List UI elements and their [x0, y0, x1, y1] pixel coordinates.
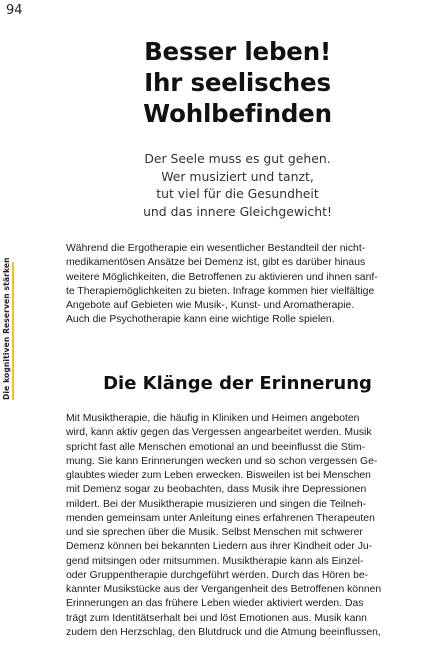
body-paragraph-1	[66, 242, 428, 328]
text-line: Während die Ergotherapie ein wesentlicher Bestandteil der nicht-	[66, 243, 366, 254]
text-line: Demenz können bei bekannten Liedern aus ihrer Kindheit oder Ju-	[66, 541, 373, 553]
intro-line: tut viel für die Gesundheit	[156, 186, 319, 201]
page-title	[0, 36, 433, 129]
intro-line: und das innere Gleichgewicht!	[143, 203, 332, 219]
page-number: 94	[6, 3, 23, 18]
title-line: Besser leben!	[144, 37, 331, 66]
section-heading: Die Klänge der Erinnerung	[103, 373, 372, 394]
text-line: mung. Sie kann Erinnerungen wecken und so schon vergessen Ge-	[66, 455, 378, 467]
title-line: Ihr seelisches	[144, 68, 331, 97]
text-line: glaubtes wieder zum Leben erwecken. Bisweilen ist bei Menschen	[66, 470, 371, 481]
text-line: wird, kann aktiv gegen das Vergessen angearbeitet werden. Musik	[66, 427, 372, 439]
text-line: gend mitsingen oder mitsummen. Musiktherapie kann als Einzel-	[66, 555, 364, 567]
text-line: weitere Möglichkeiten, die Betroffenen zu aktivieren und ihnen sanf-	[66, 271, 378, 283]
title-line: Wohlbefinden	[143, 99, 332, 128]
text-line: spricht fast alle Menschen emotional an und beeinflusst die Stim-	[66, 441, 366, 453]
intro-text	[0, 150, 433, 220]
text-line: oder Gruppentherapie durchgeführt werden. Durch das Hören be-	[66, 569, 369, 581]
text-line: menden gemeinsam unter Anleitung eines erfahrenen Therapeuten	[66, 512, 375, 524]
text-line: mildert. Bei der Musiktherapie musizieren und singen die Teilneh-	[66, 498, 367, 510]
text-line: medikamentösen Ansätze bei Demenz ist, gibt es darüber hinaus	[66, 257, 366, 269]
text-line: trägt zum Identitätserhalt bei und löst Emotionen aus. Musik kann	[66, 612, 367, 624]
intro-line: Wer musiziert und tanzt,	[161, 168, 314, 184]
text-line: Auch die Psychotherapie kann eine wichtige Rolle spielen.	[66, 314, 335, 326]
side-label-text: Die kognitiven Reserven stärken	[2, 257, 11, 400]
text-line: zudem den Herzschlag, den Blutdruck und die Atmung beeinflussen,	[66, 626, 381, 638]
intro-line: Der Seele muss es gut gehen.	[144, 151, 331, 166]
body-paragraph-2	[66, 412, 428, 640]
text-line: mit Demenz sogar zu beobachten, dass Musik ihre Depressionen	[66, 484, 367, 496]
text-line: Mit Musiktherapie, die häufig in Kliniken und Heimen angeboten	[66, 413, 360, 424]
text-line: te Therapiemöglichkeiten zu bieten. Infrage kommen hier vielfältige	[66, 285, 375, 297]
text-line: kannter Musikstücke aus der Vergangenheit des Betroffenen können	[66, 584, 382, 595]
text-line: Erinnerungen an das frühere Leben wieder aktiviert werden. Das	[66, 598, 364, 610]
text-line: und sie sprechen über die Musik. Selbst Menschen mit schwerer	[66, 527, 363, 538]
text-line: Angebote auf Gebieten wie Musik-, Kunst- und Aromatherapie.	[66, 300, 355, 311]
